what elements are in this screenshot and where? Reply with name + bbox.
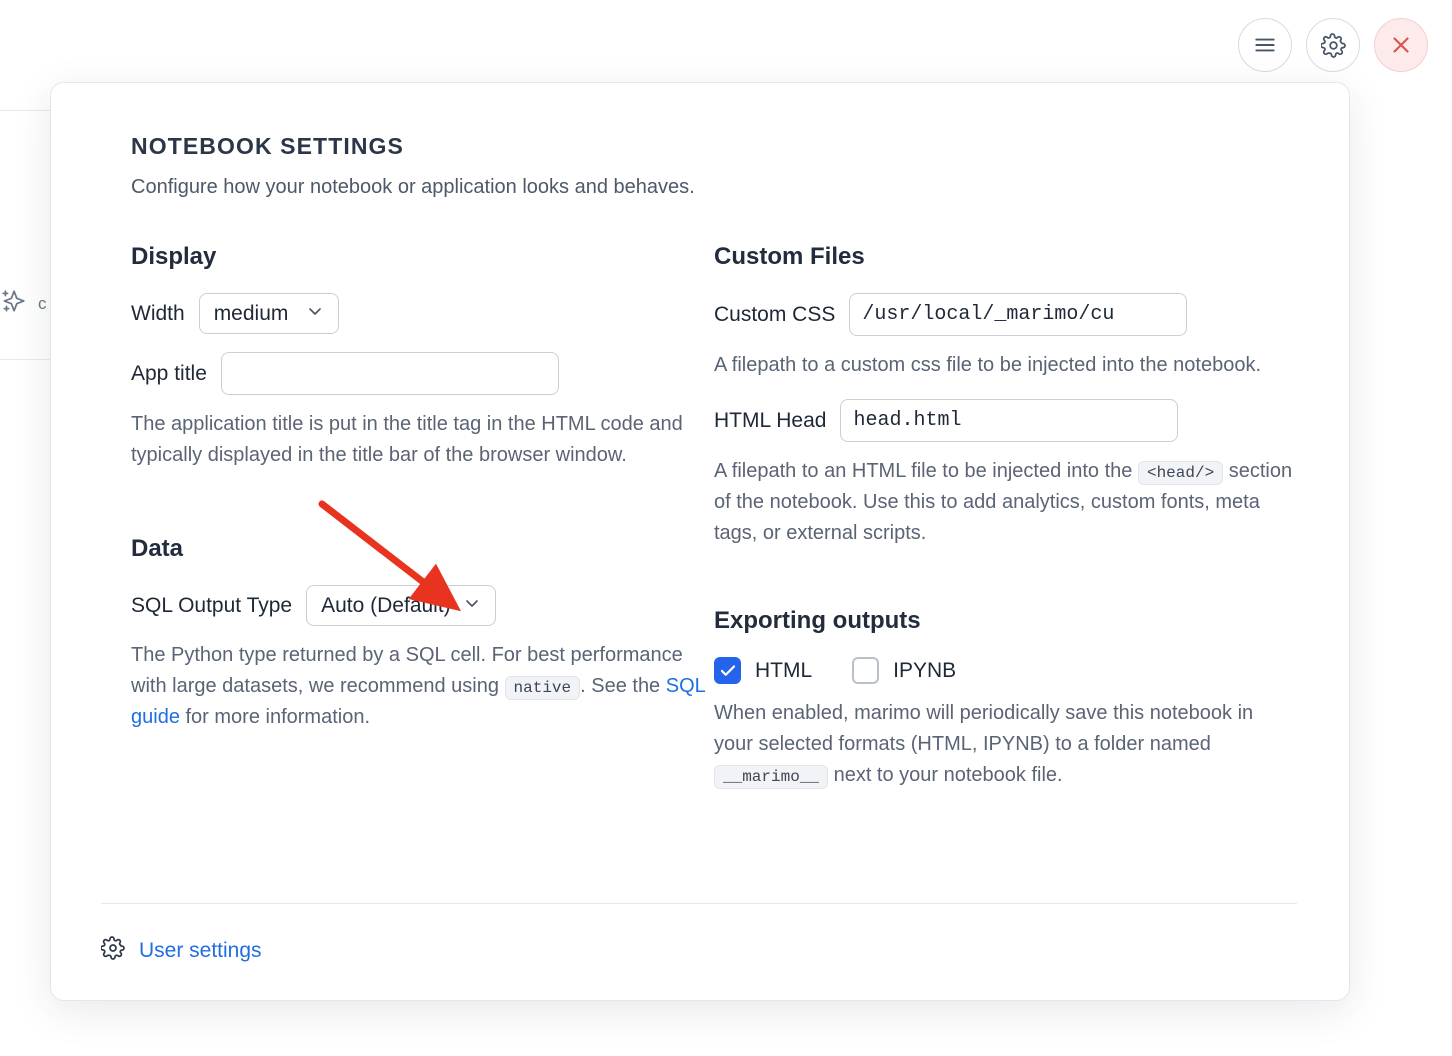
- background-toolbar: [0, 288, 47, 319]
- left-column: [131, 243, 714, 791]
- app-title-help: The application title is put in the title tag in the HTML code and typically displayed in the title bar of the browser window.: [131, 413, 683, 466]
- html-export-label: HTML: [755, 658, 813, 682]
- width-select[interactable]: [199, 293, 339, 334]
- sql-output-label: SQL Output Type: [131, 593, 293, 617]
- gear-icon: [101, 936, 125, 966]
- html-head-help: [714, 456, 1294, 549]
- html-head-label: HTML Head: [714, 408, 827, 432]
- settings-columns: [131, 243, 1297, 791]
- background-label: c: [38, 293, 47, 313]
- sql-help-part3: for more information.: [179, 706, 371, 728]
- ipynb-export-checkbox[interactable]: [852, 657, 879, 684]
- marimo-folder-chip: __marimo__: [714, 765, 828, 789]
- exporting-section-heading: Exporting outputs: [714, 607, 921, 634]
- html-export-checkbox[interactable]: [714, 657, 741, 684]
- app-title-input[interactable]: [221, 352, 559, 395]
- native-chip: native: [505, 676, 581, 700]
- sql-guide-link[interactable]: SQL guide: [131, 675, 706, 728]
- sql-help-part2: . See the: [580, 675, 666, 697]
- user-settings-label: User settings: [139, 939, 262, 962]
- app-title-label: App title: [131, 361, 207, 385]
- custom-css-row: [714, 293, 1297, 336]
- right-column: [714, 243, 1297, 791]
- head-help-part2: section of the notebook. Use this to add analytics, custom fonts, meta tags, or external scripts.: [714, 460, 1293, 544]
- custom-files-section-heading: Custom Files: [714, 243, 865, 270]
- width-label: Width: [131, 301, 185, 325]
- ipynb-export-label: IPYNB: [893, 658, 957, 682]
- close-icon[interactable]: [1374, 18, 1428, 72]
- data-section-heading: Data: [131, 535, 184, 562]
- page-title: NOTEBOOK SETTINGS: [131, 133, 404, 159]
- menu-icon[interactable]: [1238, 18, 1292, 72]
- export-help-part2: next to your notebook file.: [828, 764, 1063, 786]
- custom-css-input[interactable]: [849, 293, 1187, 336]
- user-settings-link[interactable]: [101, 936, 262, 966]
- exporting-help: [714, 698, 1294, 791]
- sql-output-help: [131, 640, 714, 733]
- sql-output-select-wrap: [306, 585, 496, 626]
- app-title-row: [131, 352, 714, 395]
- sql-output-select[interactable]: [306, 585, 496, 626]
- html-head-row: [714, 399, 1297, 442]
- window-controls: [1238, 18, 1428, 72]
- custom-css-help: A filepath to a custom css file to be injected into the notebook.: [714, 354, 1262, 376]
- export-help-part1: When enabled, marimo will periodically save this notebook in your selected formats (HTML, IPYNB) to a folder named: [714, 702, 1254, 755]
- html-head-input[interactable]: [840, 399, 1178, 442]
- width-select-wrap: [199, 293, 339, 334]
- display-section-heading: Display: [131, 243, 217, 270]
- custom-css-label: Custom CSS: [714, 302, 836, 326]
- gear-icon[interactable]: [1306, 18, 1360, 72]
- page-subtitle: Configure how your notebook or application looks and behaves.: [131, 176, 695, 198]
- notebook-settings-panel: [50, 82, 1350, 1001]
- sparkle-icon: [0, 288, 26, 319]
- head-help-part1: A filepath to an HTML file to be injected into the: [714, 460, 1138, 482]
- width-row: [131, 293, 714, 334]
- export-format-row: [714, 657, 1297, 684]
- sql-help-part1: The Python type returned by a SQL cell. For best performance with large datasets, we recommend using: [131, 644, 683, 697]
- head-tag-chip: <head/>: [1138, 461, 1223, 485]
- sql-output-row: [131, 585, 714, 626]
- footer-divider: [101, 903, 1297, 904]
